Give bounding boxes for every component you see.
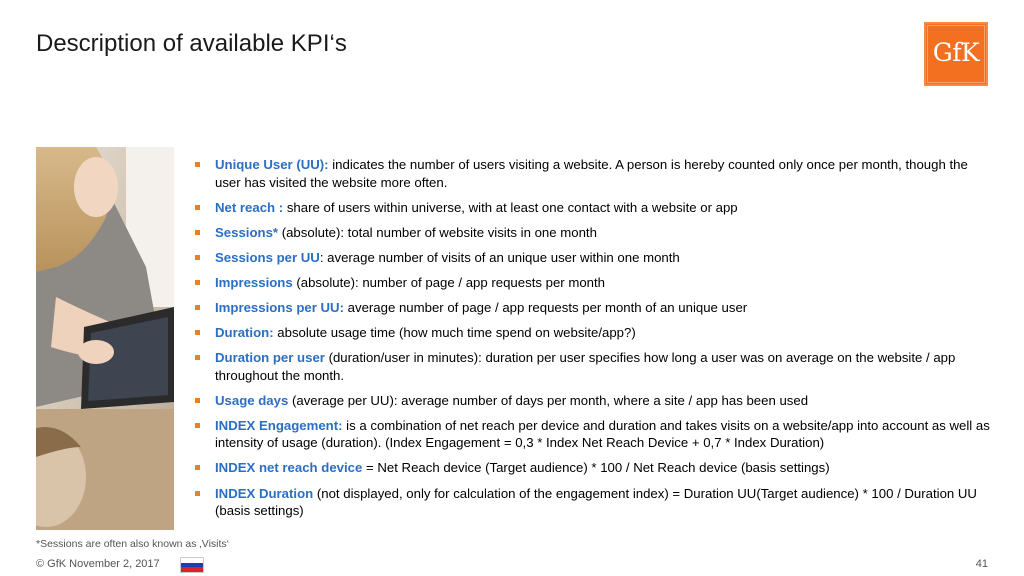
bullet-icon [195,205,200,210]
kpi-desc: (average per UU): average number of days per month, where a site / app has been used [288,392,809,408]
bullet-icon [195,330,200,335]
kpi-item [193,485,993,520]
kpi-desc: (absolute): number of page / app requests per month [292,274,605,290]
kpi-term: INDEX Engagement: [215,417,343,433]
kpi-term: Duration: [215,325,274,341]
kpi-item [193,417,993,452]
logo-text: GfK [932,38,980,67]
kpi-term: Usage days [215,392,289,408]
kpi-item [193,459,993,477]
page-number: 41 [975,558,988,570]
kpi-list [193,156,993,527]
kpi-item [193,349,993,384]
kpi-term: Net reach : [215,199,284,215]
kpi-item [193,299,993,317]
kpi-desc: (not displayed, only for calculation of the engagement index) = Duration UU(Target audience) * 100 / Duration UU (basis settings) [215,485,977,519]
gfk-logo [924,22,988,86]
kpi-desc: (absolute): total number of website visits in one month [278,224,597,240]
footnote: *Sessions are often also known as ‚Visits‘ [36,538,229,550]
kpi-item [193,392,993,410]
kpi-desc: (duration/user in minutes): duration per user specifies how long a user was on average on the website / app throughout the month. [215,350,956,383]
russia-flag-icon [180,557,204,573]
kpi-term: Sessions* [215,224,279,240]
bullet-icon [195,162,200,167]
kpi-desc: absolute usage time (how much time spend on website/app?) [273,325,636,341]
kpi-desc: average number of page / app requests per month of an unique user [343,299,748,315]
bullet-icon [195,398,200,403]
photo-woman-tablet [36,147,174,530]
kpi-item [193,199,993,217]
kpi-term: Impressions [215,274,293,290]
bullet-icon [195,230,200,235]
kpi-item [193,224,993,242]
bullet-icon [195,465,200,470]
kpi-item [193,324,993,342]
bullet-icon [195,305,200,310]
kpi-desc: : average number of visits of an unique user within one month [319,249,680,265]
kpi-desc: share of users within universe, with at least one contact with a website or app [283,199,738,215]
kpi-term: Duration per user [215,350,325,366]
kpi-term: INDEX Duration [215,485,314,501]
bullet-icon [195,255,200,260]
kpi-item [193,274,993,292]
slide-title: Description of available KPI‘s [36,30,347,57]
kpi-desc: is a combination of net reach per device and duration and takes visits on a website/app into account as well as intensity of usage (duration). (Index Engagement = 0,3 * Index Net Reach Device + 0,7 * Index Duration) [215,417,990,451]
kpi-term: INDEX net reach device [215,460,363,476]
kpi-desc: indicates the number of users visiting a website. A person is hereby counted only once per month, though the user has visited the website more often. [215,157,968,190]
kpi-desc: = Net Reach device (Target audience) * 100 / Net Reach device (basis settings) [362,460,830,476]
kpi-term: Impressions per UU: [215,299,344,315]
bullet-icon [195,280,200,285]
bullet-icon [195,491,200,496]
copyright-footer: © GfK November 2, 2017 [36,558,160,570]
kpi-item [193,249,993,267]
kpi-term: Unique User (UU): [215,157,329,172]
kpi-term: Sessions per UU [215,249,320,265]
bullet-icon [195,355,200,360]
kpi-item [193,156,993,191]
bullet-icon [195,423,200,428]
